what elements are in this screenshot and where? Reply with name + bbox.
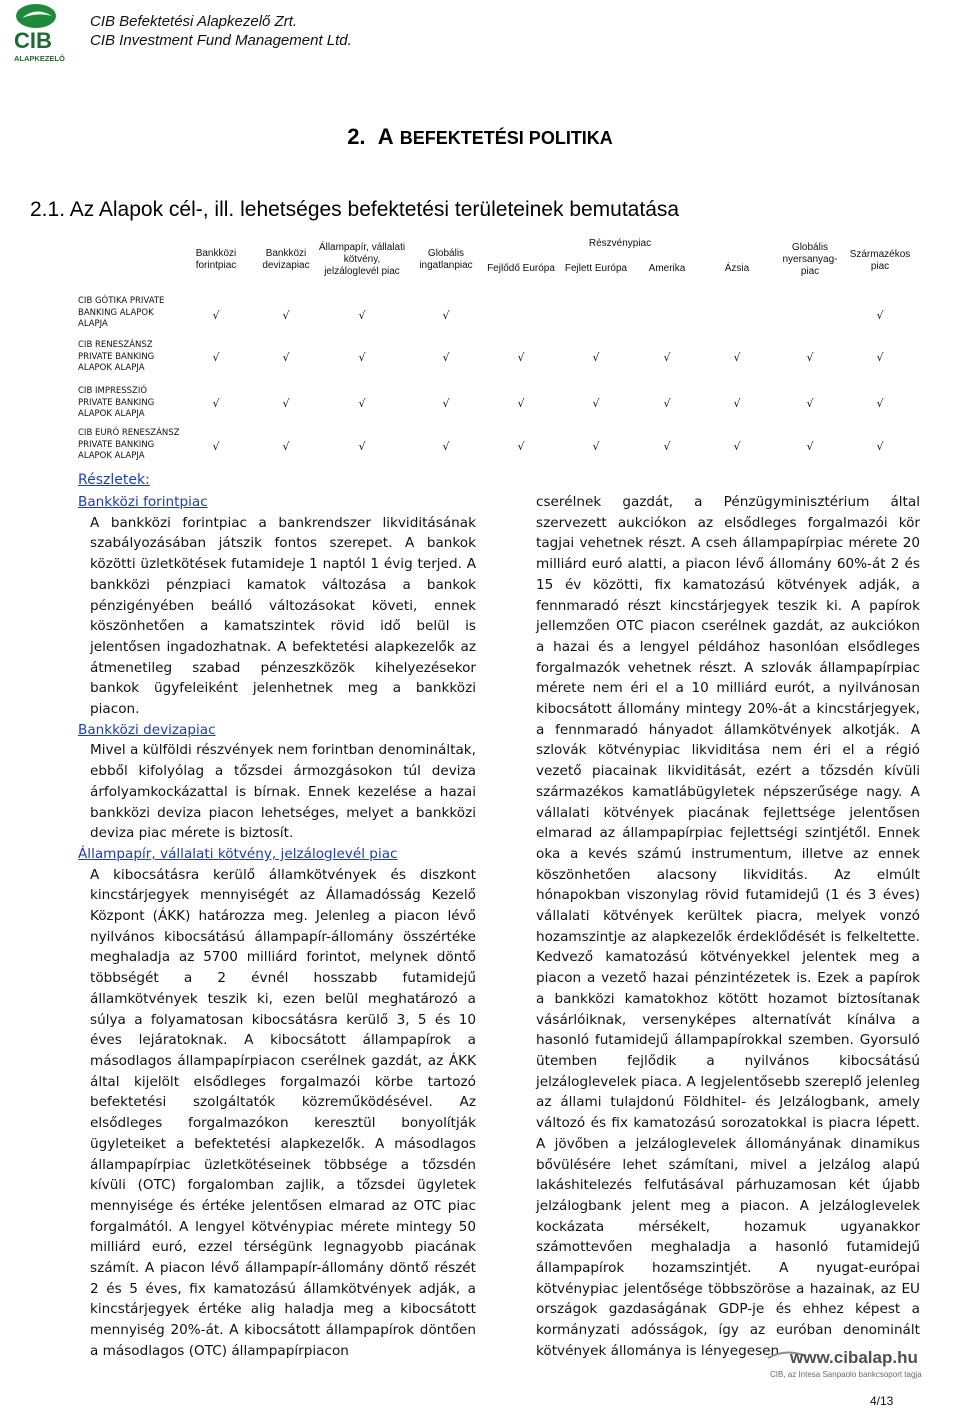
check-mark: √: [876, 397, 884, 410]
para-bond-market: A kibocsátásra kerülő államkötvények és diszkont kincstárjegyek mennyiségét az Államadósság Kezelő Központ (ÁKK) határozza meg. Jelenleg a piacon lévő nyilvános kibocsátású állampapír-állomány összértéke meghaladja az 5700 milliárd forintot, melynek döntő többségét a 2 évnél hosszabb futamidejű államkötvények teszik ki, ezen belül meghatározó a súlya a folyamatosan kibocsátásra kerülő 3, 5 és 10 éves lejáratoknak. A kibocsátott állampapírok a másodlagos állampapírpiacon cserélnek gazdát, az ÁKK által kijelölt elsődleges forgalmazói körbe tartozó befektetési szolgáltatók közreműködésével. Az elsődleges forgalmazókon keresztül bonyolítják ügyleteiket a befektetési alapkezelők. A másodlagos állampapírpiac üzletkötéseinek többsége a tőzsdén kívüli (OTC) forgalomban zajlik, a tőzsdei ügyletek mennyisége és értéke jelentősen elmarad az OTC piac forgalmától. A lengyel kötvénypiac mérete mintegy 50 milliárd euró, ezzel térségünk legnagyobb piacának számít. A piacon lévő állampapír-állomány döntő részét 2 és 5 éves, fix kamatozású államkötvények adják, a kincstárjegyek értéke alig haladja meg a kibocsátott mennyiség 20%-át. A kibocsátott állampapírok döntően a másodlagos (OTC) állampapírpiacon: [90, 866, 476, 1359]
check-mark: √: [733, 440, 741, 453]
fund-row-label: CIB EURÓ RENESZÁNSZ PRIVATE BANKING ALAPOK ALAPJA: [78, 428, 180, 461]
check-mark: √: [442, 309, 450, 322]
column-header: Globális ingatlanpiac: [419, 248, 473, 271]
check-mark: √: [517, 351, 525, 364]
column-header: Ázsia: [724, 263, 750, 274]
logo-wordmark: CIB: [14, 28, 52, 53]
check-mark: √: [592, 440, 600, 453]
check-mark: √: [442, 440, 450, 453]
check-mark: √: [592, 397, 600, 410]
check-mark: √: [876, 440, 884, 453]
check-mark: √: [212, 351, 220, 364]
company-name-hu: CIB Befektetési Alapkezelő Zrt.: [90, 13, 298, 30]
investment-area-table: [0, 0, 960, 470]
check-mark: √: [212, 440, 220, 453]
check-mark: √: [806, 397, 814, 410]
check-mark: √: [358, 309, 366, 322]
fund-row-label: CIB IMPRESSZIÓ PRIVATE BANKING ALAPOK ALAPJA: [78, 386, 155, 419]
footer-tagline: CIB, az Intesa Sanpaolo bankcsoport tagja: [770, 1370, 922, 1379]
column-header: Állampapír, vállalati kötvény, jelzáloglevél piac: [318, 242, 406, 277]
check-mark: √: [442, 397, 450, 410]
logo-subtext: ALAPKEZELŐ: [14, 54, 65, 63]
details-heading: Részletek:: [78, 472, 150, 488]
check-mark: √: [517, 397, 525, 410]
check-mark: √: [592, 351, 600, 364]
check-mark: √: [806, 440, 814, 453]
para-interbank-fx: Mivel a külföldi részvények nem forintban denomináltak, ebből kifolyólag a tőzsdei ármozgásokon túl deviza árfolyamkockázattal is bírnak. Ennek kezelése a hazai bankközi deviza piacon lehetséges, melyet a bankközi deviza piac mérete is biztosít.: [90, 742, 476, 842]
check-mark: √: [442, 351, 450, 364]
check-mark: √: [212, 309, 220, 322]
left-text-column: [78, 492, 476, 1362]
para-interbank-forint: A bankközi forintpiac a bankrendszer likviditásának szabályozásában játszik fontos szerepet. A bankok közötti üzletkötések futamideje 1 naptól 1 évig terjed. A bankközi pénzpiaci kamatok változása a bankok pénzigényében beálló változásokat követi, ennek köszönhetően a kamatszintek rövid idő belül is jelentősen ingadozhatnak. A befektetési alapkezelők az átmenetileg szabad pénzeszközök kihelyezésekor bankok ügyfeleiként jelenhetnek meg a bankközi piacon.: [90, 514, 476, 718]
page-number: 4/13: [870, 1394, 894, 1408]
check-mark: √: [358, 440, 366, 453]
column-group-header: Részvénypiac: [588, 238, 652, 249]
check-mark: √: [876, 309, 884, 322]
para-bond-market-continued: cserélnek gazdát, a Pénzügyminisztérium által szervezett aukciókon az elsődleges forgalmazói kör tagjai vehetnek részt. A cseh állampapírpiac mérete 20 milliárd euró alatti, a piacon lévő állomány 60%-át 2 és 15 év közötti, fix kamatozású kötvények adják, a fennmaradó részt kincstárjegyek teszik ki. A papírok jellemzően OTC piacon cserélnek gazdát, az aukciókon a hazai és a lengyel példához hasonlóan elsődleges forgalmazók vehetnek részt. A szlovák állampapírpiac mérete nem éri el a 10 milliárd eurót, a nyilvánosan kibocsátott állomány mintegy 20%-át a kincstárjegyek, a fennmaradó hányadot államkötvények alkotják. A szlovák kötvénypiac likviditása nem éri el a régió vezető piacainak likviditását, ezért a tőzsdén kívüli származékos kamatlábügyletek népszerűsége nagy. A vállalati kötvények piacának fejlettsége jelentősen elmarad az állampapírpiac fejlettségi szintjétől. Ennek oka a kevés számú instrumentum, illetve az ennek köszönhetően alacsony likviditás. Az elmúlt hónapokban viszonylag rövid futamidejű (1 és 3 éves) vállalati kötvények kerültek piacra, melyek vonzó hozamszintje az alapkezelők érdeklődését is felkeltette. Kedvező kamatozású kötvényekkel jelentek meg a piacon a vezető hazai pénzintézetek is. Ezek a papírok a bankközi kamatokhoz kötött hozamot biztosítanak vásárlóiknak, versenyképes alternatívát kínálva a hasonló futamidejű állampapírokkal szemben. Gyorsuló ütemben fejlődik a nyilvános kibocsátású jelzáloglevelek piaca. A legjelentősebb szereplő jelenleg az állami tulajdonú Földhitel- és Jelzálogbank, amely változó és fix kamatozású sorozatokkal is piacra lépett. A jövőben a jelzáloglevelek állományának dinamikus bővülésére lehet számítani, mivel a jelzálog alapú lakáshitelezés felfutásával párhuzamosan két újabb jelzálogbank jelent meg a piacon. A jelzáloglevelek kockázata mérsékelt, hozamuk ugyanakkor számottevően meghaladja a hasonló futamidejű állampapírok hozamszintjét. A nyugat-európai kötvénypiac jelentősége többszöröse a hazainak, az EU országok gazdaságának GDP-je és ehhez képest a kormányzati adósságok, így az euróban denominált kötvények állománya is lényegesen: [536, 494, 920, 1359]
column-header: Fejlődő Európa: [487, 263, 555, 274]
column-header: Bankközi forintpiac: [195, 248, 237, 271]
section-title-initial: A: [377, 124, 394, 149]
column-header: Amerika: [648, 263, 686, 274]
check-mark: √: [663, 440, 671, 453]
heading-interbank-forint: Bankközi forintpiac: [78, 494, 208, 510]
column-header: Származékos piac: [849, 249, 911, 272]
company-name-en: CIB Investment Fund Management Ltd.: [90, 32, 352, 49]
check-mark: √: [282, 309, 290, 322]
check-mark: √: [806, 351, 814, 364]
check-mark: √: [517, 440, 525, 453]
check-mark: √: [663, 351, 671, 364]
check-mark: √: [733, 397, 741, 410]
column-header: Fejlett Európa: [564, 263, 628, 274]
fund-row-label: CIB RENESZÁNSZ PRIVATE BANKING ALAPOK ALAPJA: [78, 340, 155, 373]
section-number: 2.: [347, 124, 366, 149]
heading-bond-market: Állampapír, vállalati kötvény, jelzáloglevél piac: [78, 845, 398, 862]
check-mark: √: [358, 397, 366, 410]
subsection-title: 2.1. Az Alapok cél-, ill. lehetséges befektetési területeinek bemutatása: [30, 198, 680, 221]
check-mark: √: [663, 397, 671, 410]
section-title-rest: BEFEKTETÉSI POLITIKA: [399, 128, 613, 148]
check-mark: √: [282, 351, 290, 364]
check-mark: √: [358, 351, 366, 364]
check-mark: √: [212, 397, 220, 410]
footer-url: www.cibalap.hu: [790, 1348, 918, 1367]
heading-interbank-fx: Bankközi devizapiac: [78, 721, 216, 738]
fund-row-label: CIB GÓTIKA PRIVATE BANKING ALAPOK ALAPJA: [78, 296, 165, 329]
check-mark: √: [282, 440, 290, 453]
column-header: Bankközi devizapiac: [262, 248, 310, 271]
check-mark: √: [733, 351, 741, 364]
check-mark: √: [876, 351, 884, 364]
column-header: Globális nyersanyag-piac: [782, 242, 838, 277]
check-mark: √: [282, 397, 290, 410]
right-text-column: [536, 492, 920, 1362]
